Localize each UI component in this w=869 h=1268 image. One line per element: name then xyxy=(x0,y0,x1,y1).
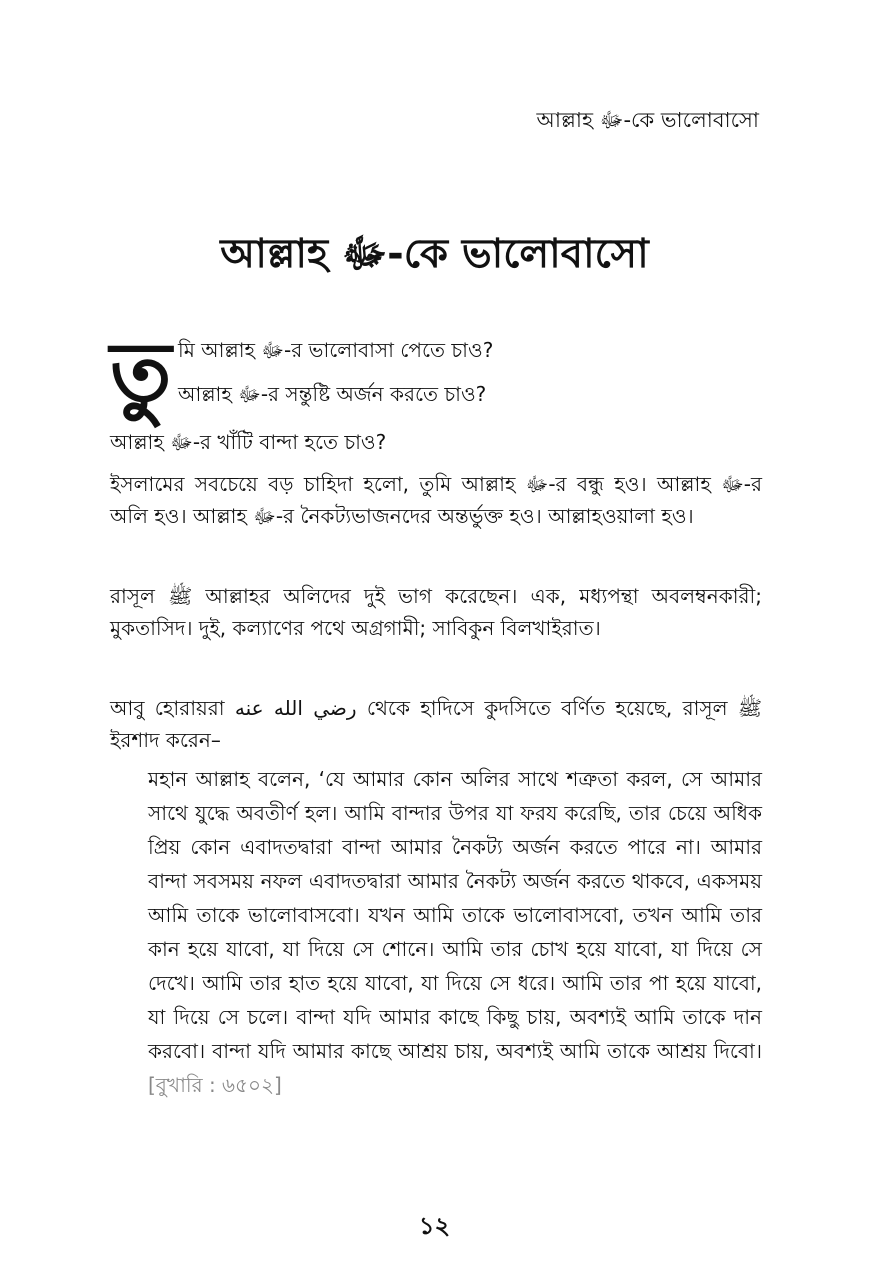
running-header: আল্লাহ ﷻ-কে ভালোবাসো xyxy=(536,108,759,132)
paragraph-3: আবু হোরায়রা رضي الله عنه থেকে হাদিসে কুদসিতে বর্ণিত হয়েছে, রাসূল ﷺ ইরশাদ করেন– xyxy=(110,696,762,752)
citation: [বুখারি : ৬৫০২] xyxy=(148,1073,282,1097)
hadith-quote xyxy=(148,762,762,1102)
intro-line-1: মি আল্লাহ ﷻ-র ভালোবাসা পেতে চাও? xyxy=(178,338,494,362)
intro-line-2: আল্লাহ ﷻ-র সন্তুষ্টি অর্জন করতে চাও? xyxy=(178,382,487,406)
quote-text: মহান আল্লাহ বলেন, ‘যে আমার কোন অলির সাথে শত্রুতা করল, সে আমার সাথে যুদ্ধে অবতীর্ণ হল। আমি বান্দার উপর যা ফরয করেছি, তার চেয়ে অধিক প্রিয় কোন এবাদতদ্বারা বান্দা আমার নৈকট্য অর্জন করতে পারে না। আমার বান্দা সবসময় নফল এবাদতদ্বারা আমার নৈকট্য অর্জন করতে থাকবে, একসময় আমি তাকে ভালোবাসবো। যখন আমি তাকে ভালোবাসবো, তখন আমি তার কান হয়ে যাবো, যা দিয়ে সে শোনে। আমি তার চোখ হয়ে যাবো, যা দিয়ে সে দেখে। আমি তার হাত হয়ে যাবো, যা দিয়ে সে ধরে। আমি তার পা হয়ে যাবো, যা দিয়ে সে চলে। বান্দা যদি আমার কাছে কিছু চায়, অবশ্যই আমি তাকে দান করবো। বান্দা যদি আমার কাছে আশ্রয় চায়, অবশ্যই আমি তাকে আশ্রয় দিবো। xyxy=(148,767,762,1063)
paragraph-2: রাসূল ﷺ আল্লাহর অলিদের দুই ভাগ করেছেন। এক, মধ্যপন্থা অবলম্বনকারী; মুকতাসিদ। দুই, কল্যাণের পথে অগ্রগামী; সাবিকুন বিলখাইরাত। xyxy=(110,584,762,640)
intro-line-3: আল্লাহ ﷻ-র খাঁটি বান্দা হতে চাও? xyxy=(110,430,387,454)
page-number: ১২ xyxy=(418,1212,451,1240)
drop-cap: তু xyxy=(110,325,172,420)
chapter-title: আল্লাহ ﷻ-কে ভালোবাসো xyxy=(220,231,649,277)
paragraph-1: ইসলামের সবচেয়ে বড় চাহিদা হলো, তুমি আল্লাহ ﷻ-র বন্ধু হও। আল্লাহ ﷻ-র অলি হও। আল্লাহ ﷻ-র নৈকট্যভাজনদের অন্তর্ভুক্ত হও। আল্লাহওয়ালা হও। xyxy=(110,472,762,528)
